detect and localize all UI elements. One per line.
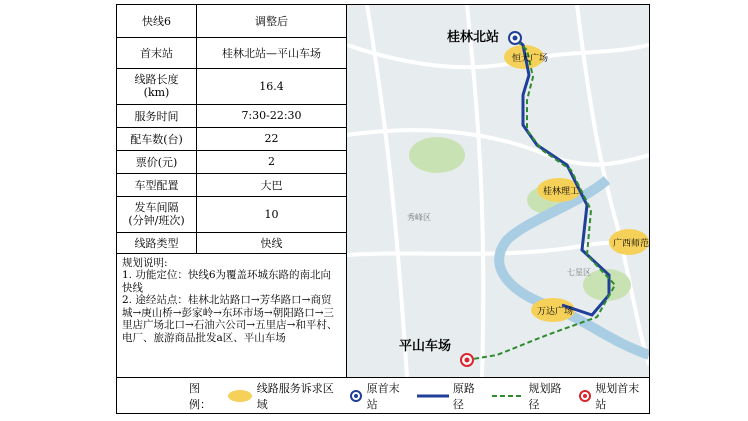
road (467, 5, 483, 377)
zone-label: 广西师范 (613, 238, 649, 248)
notes-line: 2. 途经站点：桂林北站路口→芳华路口→商贸城→庚山桥→彭家岭→东环市场→朝阳路口→三里店广场北口→石油六公司→五里店→和平村、电厂、旅游商品批发a区、平山车场 (122, 294, 338, 344)
row-value: 桂林北站—平山车场 (197, 37, 347, 68)
route-map (347, 5, 649, 377)
legend-item-plan-route (491, 380, 571, 412)
zone-label: 万达广场 (537, 306, 574, 316)
origin-station-icon (349, 389, 363, 403)
table-row (117, 68, 346, 104)
planned-station-icon (578, 389, 592, 403)
notes-line: 1. 功能定位：快线6为覆盖环城东路的南北向快线 (122, 269, 332, 294)
legend-item-orig-route (416, 380, 486, 412)
south-station-label: 平山车场 (399, 338, 452, 353)
row-label: 首末站 (117, 37, 197, 68)
row-value: 2 (197, 150, 347, 173)
legend-prefix: 图例： (189, 381, 211, 411)
table-row (117, 173, 346, 196)
row-label: 线路类型 (117, 232, 197, 253)
planned-route-icon (491, 391, 524, 401)
district-label: 秀峰区 (407, 213, 431, 222)
road (347, 45, 649, 67)
zone-label: 恒大广场 (512, 53, 549, 63)
legend-label: 线路服务诉求区域 (256, 381, 334, 411)
row-label: 服务时间 (117, 104, 197, 127)
table-header-row (117, 5, 346, 37)
table-row (117, 104, 346, 127)
original-route-icon (416, 391, 449, 401)
legend-item-origin (349, 380, 410, 412)
table-row (117, 127, 346, 150)
table-row (117, 150, 346, 173)
row-value: 10 (197, 196, 347, 232)
notes-title: 规划说明: (122, 256, 168, 269)
table-row (117, 232, 346, 253)
route-info-panel (117, 5, 347, 377)
route-table (117, 5, 346, 254)
row-value: 大巴 (197, 173, 347, 196)
row-label: 线路长度 (km) (117, 68, 197, 104)
legend-item-plan-station (578, 380, 650, 412)
map-canvas (347, 5, 649, 377)
road-network (347, 5, 649, 377)
legend-item-area (227, 380, 343, 412)
zone-label: 桂林理工 (543, 186, 580, 196)
legend-label: 规划路径 (528, 381, 562, 411)
row-label: 配车数(台) (117, 127, 197, 150)
park (409, 137, 465, 173)
legend-label: 原路径 (452, 381, 475, 411)
row-value: 22 (197, 127, 347, 150)
figure-frame (116, 4, 650, 414)
district-label: 七星区 (567, 268, 591, 277)
row-value: 16.4 (197, 68, 347, 104)
planning-notes (117, 254, 346, 348)
park-areas (409, 137, 631, 301)
road (347, 130, 649, 164)
row-label: 发车间隔 (分钟/班次) (117, 196, 197, 232)
map-legend (117, 377, 649, 413)
legend-label: 原首末站 (366, 381, 400, 411)
table-row (117, 37, 346, 68)
zone-swatch-icon (227, 389, 252, 403)
planned-station-marker (461, 354, 473, 366)
table-row (117, 196, 346, 232)
table-header-right: 调整后 (197, 5, 347, 37)
road (577, 5, 649, 365)
north-station-label: 桂林北站 (447, 29, 500, 44)
legend-label: 规划首末站 (595, 381, 640, 411)
row-value: 快线 (197, 232, 347, 253)
row-value: 7:30-22:30 (197, 104, 347, 127)
row-label: 车型配置 (117, 173, 197, 196)
row-label: 票价(元) (117, 150, 197, 173)
table-header-left: 快线6 (117, 5, 197, 37)
origin-station-marker (509, 32, 521, 44)
